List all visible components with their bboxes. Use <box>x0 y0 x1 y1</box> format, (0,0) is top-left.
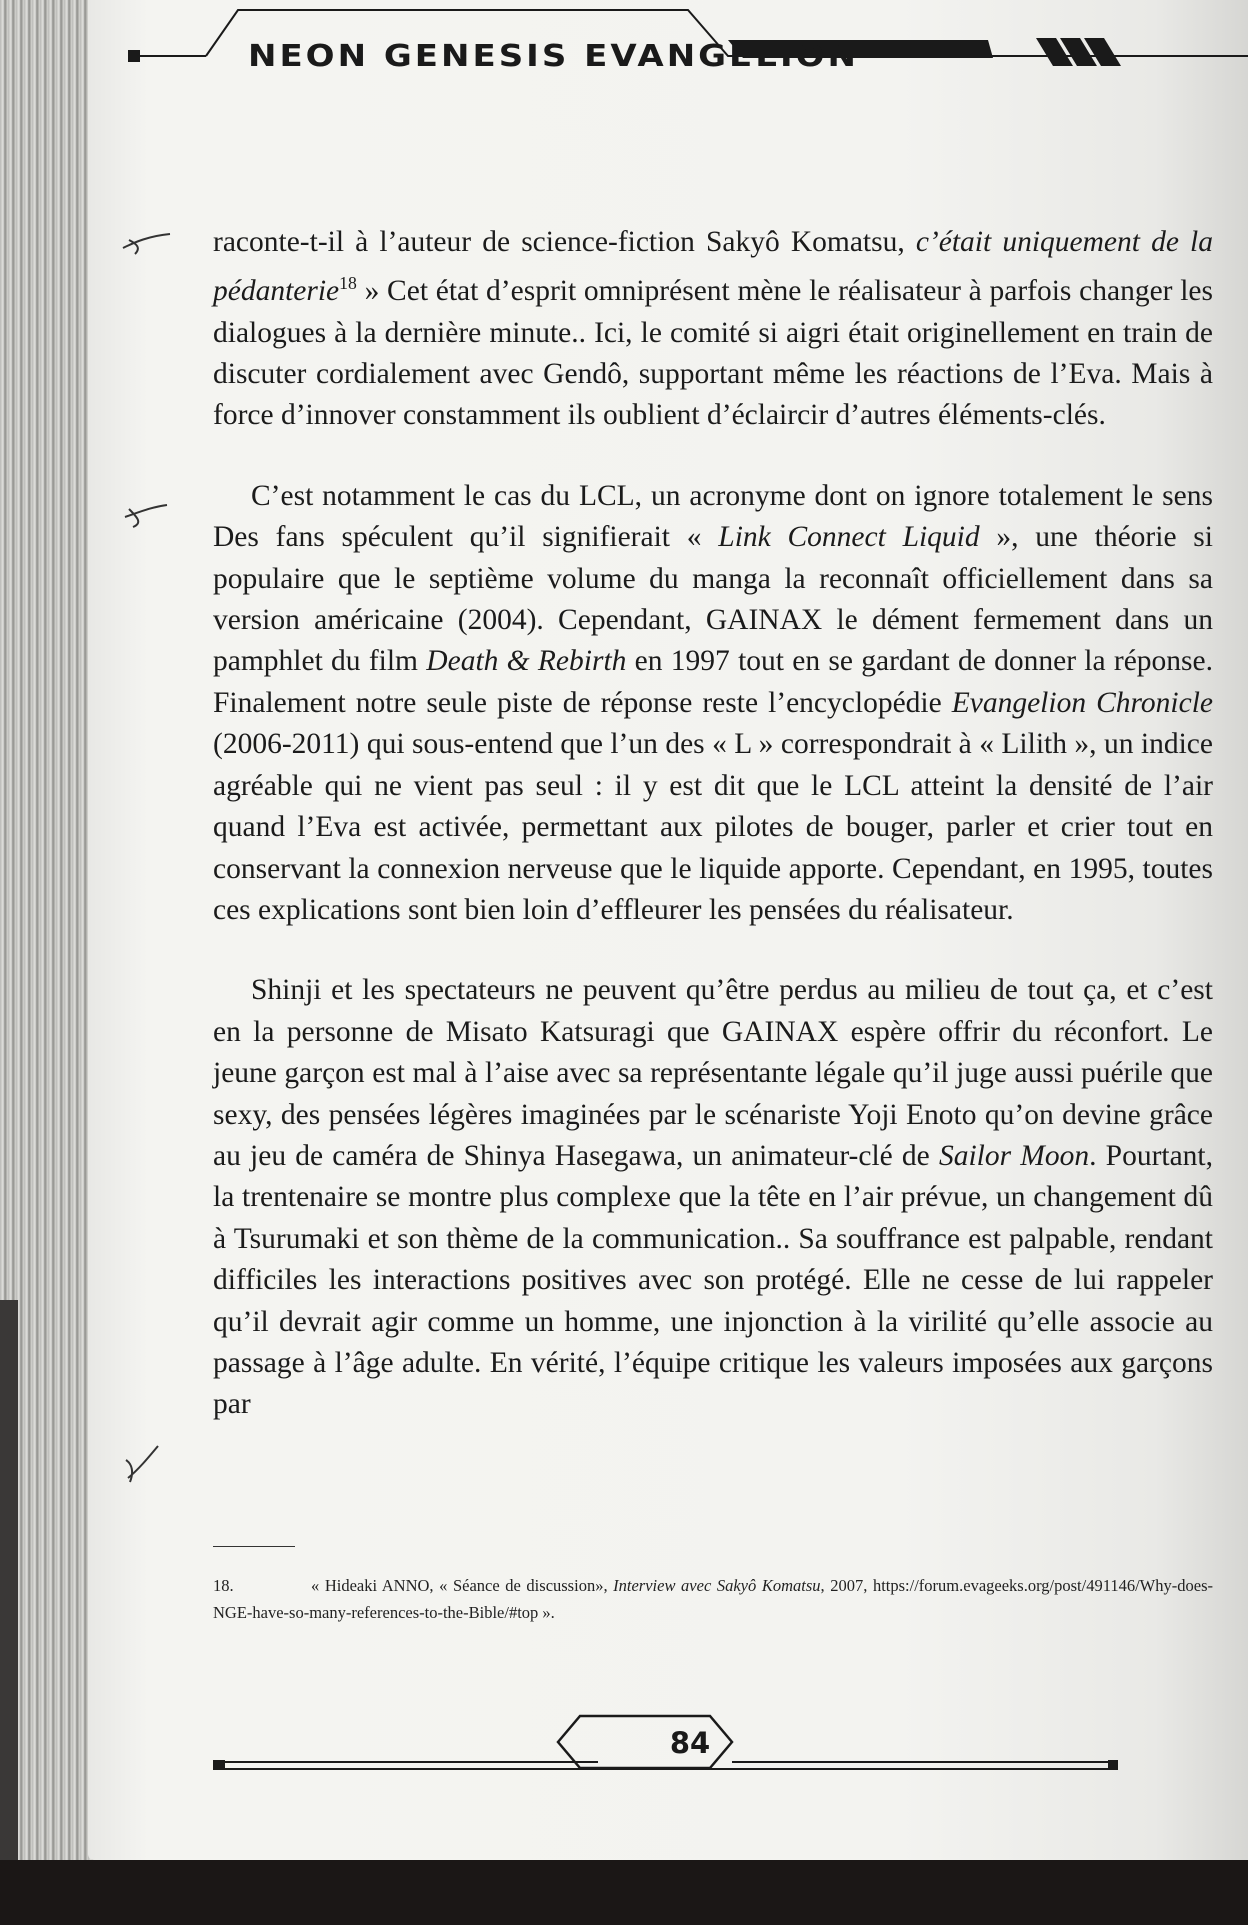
footnote <box>213 1572 1213 1626</box>
text-run: , 2007, https://forum.evageeks.org/post/491146/Why-does-NGE-have-so-many-references-to-the-Bible/#top ». <box>213 1576 1213 1622</box>
pencil-check-mark <box>115 228 175 258</box>
italic-text: Death & Rebirth <box>426 645 627 678</box>
running-title: NEON GENESIS EVANGELION <box>248 38 859 74</box>
text-run: » Cet état d’esprit omniprésent mène le réalisateur à parfois changer les dialogues à la dernière minute.. Ici, le comité si aigri était originellement en train de discuter cordialement avec Gendô, supportant même les réactions de l’Eva. Mais à force d’innover constamment ils oublient d’éclaircir d’autres éléments-clés. <box>213 275 1213 432</box>
body-text <box>213 222 1213 1426</box>
pencil-check-mark <box>118 1438 168 1488</box>
text-run: », une théorie si populaire que le septième volume du manga la reconnaît officiellement dans sa version américaine (2004). Cependant, GAINAX le dément fermement dans un pamphlet du film <box>213 521 1213 678</box>
text-run: « Hideaki ANNO, « Séance de discussion», <box>311 1576 614 1595</box>
book-page <box>88 0 1248 1860</box>
page-number: 84 <box>669 1726 711 1760</box>
text-run: C’est notamment le cas du LCL, un acronyme dont on ignore totalement le sens Des fans spéculent qu’il signifierait « <box>213 479 1213 554</box>
text-run: en 1997 tout en se gardant de donner la réponse. Finalement notre seule piste de réponse reste l’encyclopédie <box>213 645 1213 719</box>
italic-text: Evangelion Chronicle <box>951 686 1213 719</box>
paragraph <box>213 970 1213 1425</box>
text-run: raconte-t-il à l’auteur de science-fiction Sakyô Komatsu, <box>213 226 916 258</box>
paragraph <box>213 222 1213 437</box>
text-run: . Pourtant, la trentenaire se montre plus complexe que la tête en l’air prévue, un changement dû à Tsurumaki et son thème de la communication.. Sa souffrance est palpable, rendant difficiles les interactions positives avec son protégé. Elle ne cesse de lui rappeler qu’il devrait agir comme un homme, une injonction à la virilité qu’elle associe au passage à l’âge adulte. En vérité, l’équipe critique les valeurs imposées aux garçons par <box>213 1139 1214 1421</box>
paragraph <box>213 476 1213 931</box>
footnote-number: 18. <box>213 1576 234 1595</box>
italic-text: Interview avec Sakyô Komatsu <box>613 1576 821 1595</box>
footnote-rule <box>213 1546 295 1547</box>
footnote-text <box>213 1576 1213 1622</box>
pencil-check-mark <box>115 497 175 537</box>
italic-text: Link Connect Liquid <box>718 521 980 554</box>
book-cover-edge <box>0 1300 18 1860</box>
italic-text: Sailor Moon <box>938 1139 1090 1172</box>
italic-text: c’était uniquement de la pédanterie <box>213 226 1213 308</box>
footnote-reference: 18 <box>339 273 357 294</box>
text-run: Shinji et les spectateurs ne peuvent qu’être perdus au milieu de tout ça, et c’est en la personne de Misato Katsuragi que GAINAX espère offrir du réconfort. Le jeune garçon est mal à l’aise avec sa représentante légale qu’il juge aussi puérile que sexy, des pensées légères imaginées par le scénariste Yoji Enoto qu’on devine grâce au jeu de caméra de Shinya Hasegawa, un animateur-clé de <box>213 974 1213 1172</box>
background <box>0 1860 1248 1925</box>
text-run: (2006-2011) qui sous-entend que l’un des « L » correspondrait à « Lilith », un indice agréable qui ne vient pas seul : il y est dit que le LCL atteint la densité de l’air quand l’Eva est activée, permettant aux pilotes de bouger, parler et crier tout en conservant la connexion nerveuse que le liquide apporte. Cependant, en 1995, toutes ces explications sont bien loin d’effleurer les pensées du réalisateur. <box>213 728 1213 926</box>
